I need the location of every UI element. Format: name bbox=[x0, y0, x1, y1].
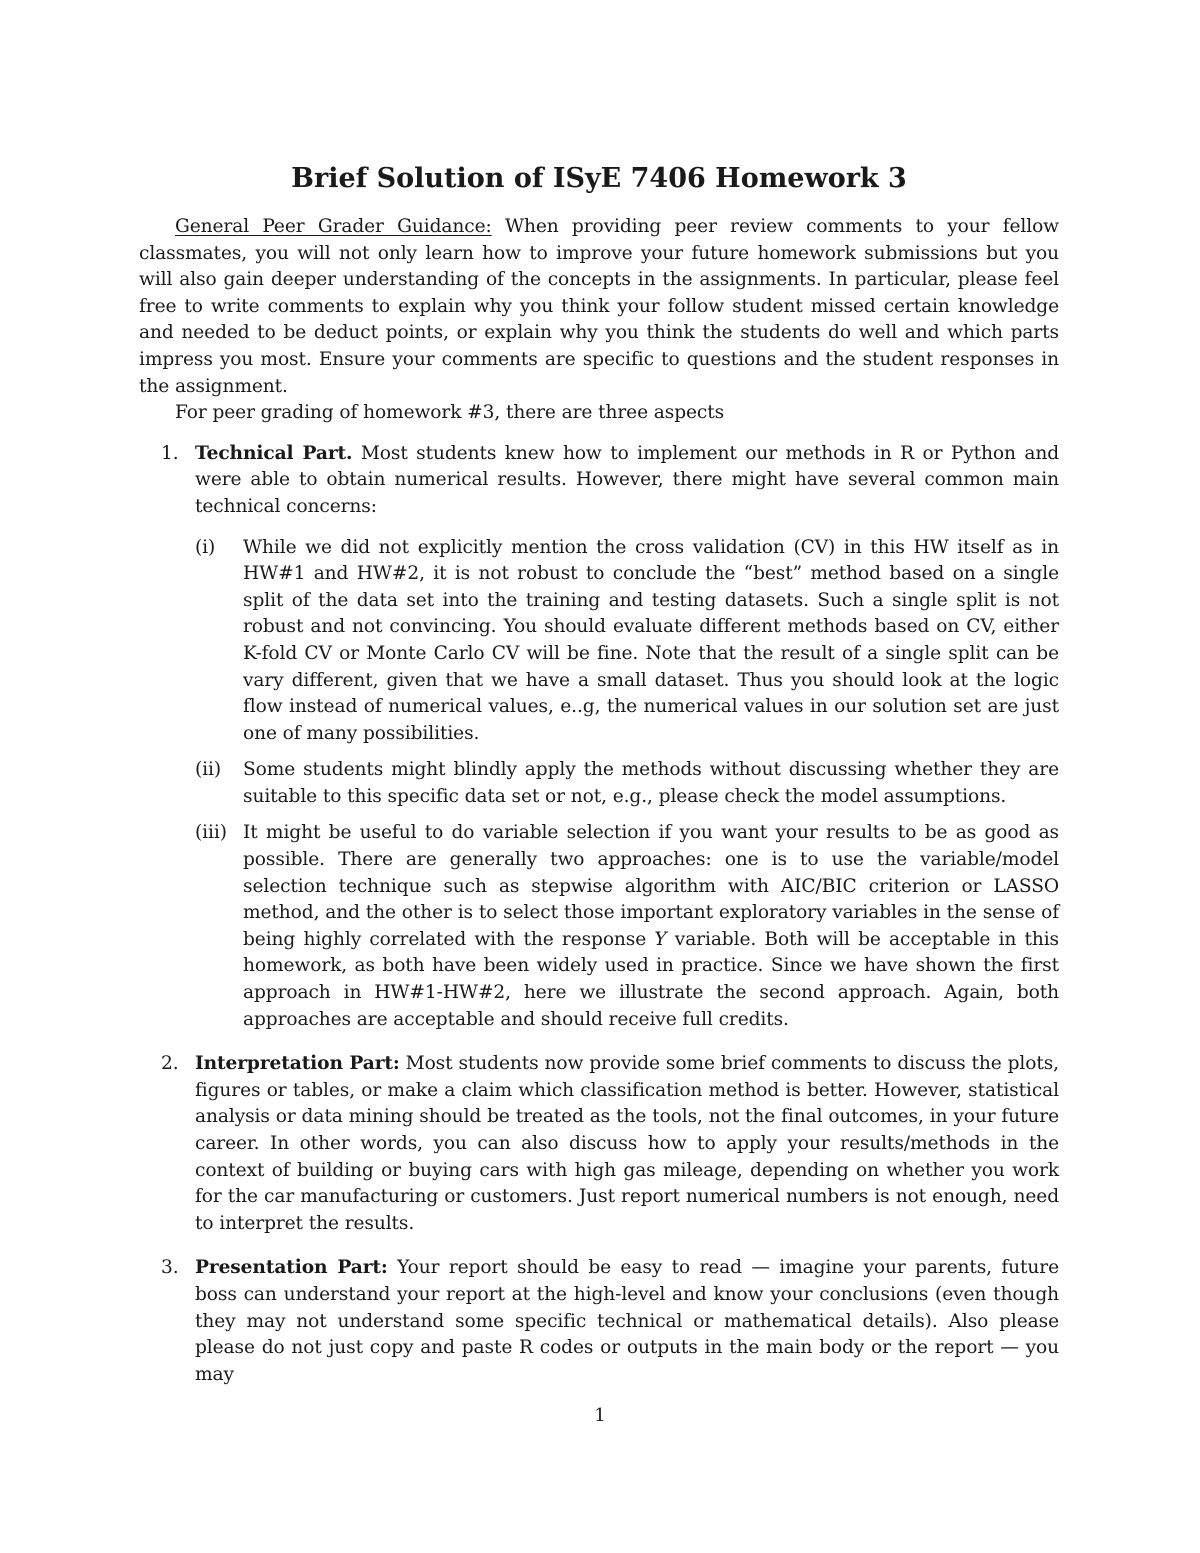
concern-text: While we did not explicitly mention the cross validation (CV) in this HW itself as in HW#1 and HW#2, it is not robust to conclude the “best” method based on a single split of the data set into the training and testing datasets. Such a single split is not robust and not convincing. You should evaluate different methods based on CV, either K-fold CV or Monte Carlo CV will be fine. Note that the result of a single split can be vary different, given that we have a small dataset. Thus you should look at the logic flow instead of numerical values, e..g, the numerical values in our solution set are just one of many possibilities. bbox=[243, 536, 1059, 744]
document-title: Brief Solution of ISyE 7406 Homework 3 bbox=[291, 163, 907, 194]
aspect-technical bbox=[139, 441, 1059, 1033]
guidance-label: General Peer Grader Guidance: bbox=[175, 216, 492, 237]
item-heading: Presentation Part: bbox=[195, 1257, 388, 1279]
concern-item bbox=[195, 757, 1059, 810]
concern-text: Some students might blindly apply the methods without discussing whether they are suitable to this specific data set or not, e.g., please check the model assumptions. bbox=[243, 759, 1059, 807]
item-number: 1. bbox=[161, 442, 179, 464]
item-text: Most students now provide some brief comments to discuss the plots, figures or tables, or make a claim which classification method is better. However, statistical analysis or data mining should be treated as the tools, not the final outcomes, in your future career. In other words, you can also discuss how to apply your results/methods in the context of building or buying cars with high gas mileage, depending on whether you work for the car manufacturing or customers. Just report numerical numbers is not enough, need to interpret the results. bbox=[195, 1053, 1059, 1234]
concern-item bbox=[195, 820, 1059, 1033]
aspect-presentation bbox=[139, 1255, 1059, 1388]
guidance-text: When providing peer review comments to your fellow classmates, you will not only learn how to improve your future homework submissions but you will also gain deeper understanding of the concepts in the assignments. In particular, please feel free to write comments to explain why you think your follow student missed certain knowledge and needed to be deduct points, or explain why you think the students do well and which parts impress you most. Ensure your comments are specific to questions and the student responses in the assignment. bbox=[139, 216, 1059, 397]
aspects-list bbox=[139, 441, 1059, 1389]
document-page bbox=[139, 150, 1059, 1406]
item-number: 3. bbox=[161, 1257, 179, 1279]
item-heading: Interpretation Part: bbox=[195, 1053, 400, 1075]
concern-text-part: variable. Both will be acceptable in this homework, as both have been widely used in practice. Since we have shown the first approach in HW#1-HW#2, here we illustrate the second approach. Again, both approaches are acceptable and should receive full credits. bbox=[243, 928, 1059, 1030]
concern-number: (ii) bbox=[195, 759, 222, 781]
concern-text bbox=[243, 822, 1059, 1029]
variable-symbol: Y bbox=[654, 928, 667, 950]
item-text: Your report should be easy to read — imagine your parents, future boss can understand your report at the high-level and know your conclusions (even though they may not understand some specific technical or mathematical details). Also please please do not just copy and paste R codes or outputs in the main body or the report — you may bbox=[195, 1257, 1059, 1385]
item-body bbox=[195, 441, 1059, 521]
item-heading: Technical Part. bbox=[195, 442, 353, 464]
page-number: 1 bbox=[594, 1405, 606, 1426]
technical-concerns-list bbox=[195, 535, 1059, 1034]
item-number: 2. bbox=[161, 1053, 179, 1075]
concern-number: (i) bbox=[195, 536, 216, 558]
concern-item bbox=[195, 535, 1059, 748]
item-body bbox=[195, 1051, 1059, 1237]
concern-text-part: It might be useful to do variable selection if you want your results to be as good as possible. There are generally two approaches: one is to use the variable/model selection technique such as stepwise algorithm with AIC/BIC criterion or LASSO method, and the other is to select those important exploratory variables in the sense of being highly correlated with the response bbox=[243, 822, 1059, 950]
guidance-paragraph bbox=[139, 214, 1059, 400]
item-body bbox=[195, 1255, 1059, 1388]
aspects-intro: For peer grading of homework #3, there are three aspects bbox=[175, 402, 725, 424]
aspect-interpretation bbox=[139, 1051, 1059, 1237]
item-text: Most students knew how to implement our methods in R or Python and were able to obtain numerical results. However, there might have several common main technical concerns: bbox=[195, 442, 1059, 517]
concern-number: (iii) bbox=[195, 822, 227, 844]
